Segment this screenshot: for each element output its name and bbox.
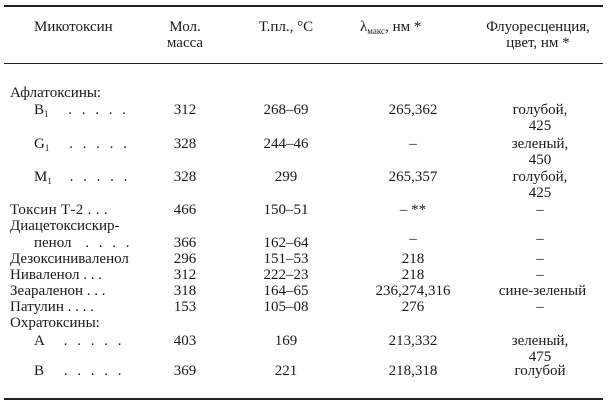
row-das-name2 bbox=[34, 236, 133, 251]
row-niv-fluor: – bbox=[536, 267, 544, 283]
das-dots: . . . . bbox=[85, 235, 133, 251]
row-g1-name bbox=[34, 137, 130, 152]
row-a-lambda: 213,332 bbox=[388, 333, 438, 349]
row-a-name bbox=[34, 334, 125, 349]
top-rule bbox=[4, 5, 603, 7]
row-g1-lambda: – bbox=[409, 136, 417, 152]
row-b1-name bbox=[34, 103, 129, 118]
row-m1-name bbox=[34, 170, 130, 185]
b1-sub: 1 bbox=[44, 109, 49, 119]
row-b1-mp: 268–69 bbox=[263, 102, 309, 118]
header-lambda-symbol: λ bbox=[360, 19, 368, 35]
row-das-name1: Диацетоксискир- bbox=[10, 218, 120, 234]
row-t2-mp: 150–51 bbox=[263, 202, 309, 218]
row-b1-lambda: 265,362 bbox=[388, 102, 438, 118]
row-g1-mass: 328 bbox=[173, 136, 197, 152]
header-fluor-line1: Флуоресценция, bbox=[486, 19, 590, 35]
g1-dots: . . . . . bbox=[69, 136, 130, 152]
row-pat-fluor: – bbox=[536, 299, 544, 315]
a-dots: . . . . . bbox=[63, 333, 125, 349]
row-b1-mass: 312 bbox=[173, 102, 197, 118]
b1-letter: B bbox=[34, 102, 45, 118]
row-pat-mp: 105–08 bbox=[263, 299, 309, 315]
group-ochratoxins: Охратоксины: bbox=[10, 315, 100, 331]
header-lambda-unit: , нм * bbox=[385, 19, 422, 35]
header-melting-point: Т.пл., °С bbox=[258, 19, 314, 35]
row-m1-mp: 299 bbox=[274, 169, 298, 185]
row-b1-fluor1: голубой, bbox=[512, 102, 568, 118]
m1-dots: . . . . . bbox=[69, 169, 131, 185]
g1-sub: 1 bbox=[44, 143, 50, 153]
row-a-fluor1: зеленый, bbox=[511, 333, 569, 349]
row-niv-lambda: 218 bbox=[401, 267, 425, 283]
row-das-lambda: – bbox=[409, 231, 417, 247]
row-b-fluor: голубой bbox=[514, 363, 566, 379]
row-zea-fluor: сине-зеленый bbox=[498, 283, 587, 299]
row-das-mp: 162–64 bbox=[263, 235, 309, 251]
g1-letter: G bbox=[34, 136, 45, 152]
row-niv-mass: 312 bbox=[173, 267, 197, 283]
row-pat-name: Патулин . . . . bbox=[10, 299, 94, 315]
row-don-name: Дезоксиниваленол bbox=[10, 251, 129, 267]
das-name2-text: пенол bbox=[34, 235, 72, 251]
row-b-lambda: 218,318 bbox=[388, 363, 438, 379]
row-zea-name: Зеараленон . . . bbox=[10, 283, 106, 299]
row-b-mp: 221 bbox=[274, 363, 298, 379]
header-fluor-line2: цвет, нм * bbox=[506, 35, 570, 51]
row-g1-fluor1: зеленый, bbox=[511, 136, 569, 152]
row-pat-lambda: 276 bbox=[401, 299, 425, 315]
row-zea-mass: 318 bbox=[173, 283, 197, 299]
row-g1-fluor2: 450 bbox=[528, 152, 552, 168]
row-niv-name: Ниваленол . . . bbox=[10, 267, 102, 283]
row-m1-fluor1: голубой, bbox=[512, 169, 568, 185]
header-lambda-sub: макс bbox=[367, 26, 386, 36]
row-das-mass: 366 bbox=[173, 235, 197, 251]
header-mass-line2: масса bbox=[166, 35, 204, 51]
a-letter: A bbox=[34, 333, 45, 349]
row-zea-lambda: 236,274,316 bbox=[375, 283, 451, 299]
row-don-mp: 151–53 bbox=[263, 251, 309, 267]
row-t2-fluor: – bbox=[536, 202, 544, 218]
row-don-mass: 296 bbox=[173, 251, 197, 267]
b1-dots: . . . . . bbox=[68, 102, 130, 118]
group-aflatoxins: Афлатоксины: bbox=[10, 85, 102, 101]
row-m1-lambda: 265,357 bbox=[388, 169, 438, 185]
m1-letter: M bbox=[34, 169, 48, 185]
row-a-mp: 169 bbox=[274, 333, 298, 349]
row-t2-name: Токсин Т-2 . . . bbox=[10, 202, 108, 218]
row-a-mass: 403 bbox=[173, 333, 197, 349]
bottom-rule bbox=[4, 398, 603, 400]
row-zea-mp: 164–65 bbox=[263, 283, 309, 299]
row-g1-mp: 244–46 bbox=[263, 136, 309, 152]
row-t2-lambda: – ** bbox=[399, 202, 427, 218]
row-don-fluor: – bbox=[536, 251, 544, 267]
row-t2-mass: 466 bbox=[173, 202, 197, 218]
b-letter: B bbox=[34, 363, 45, 379]
header-lambda bbox=[360, 20, 421, 35]
m1-sub: 1 bbox=[47, 176, 52, 186]
row-das-fluor: – bbox=[536, 231, 544, 247]
header-toxin: Микотоксин bbox=[34, 19, 113, 35]
row-a-fluor2: 475 bbox=[528, 349, 552, 365]
row-pat-mass: 153 bbox=[173, 299, 197, 315]
row-b-mass: 369 bbox=[173, 363, 197, 379]
b-dots: . . . . . bbox=[63, 363, 125, 379]
header-rule bbox=[4, 63, 603, 64]
row-b-name bbox=[34, 364, 125, 379]
row-m1-mass: 328 bbox=[173, 169, 197, 185]
row-niv-mp: 222–23 bbox=[263, 267, 309, 283]
row-m1-fluor2: 425 bbox=[528, 185, 552, 201]
header-mass-line1: Мол. bbox=[169, 19, 201, 35]
row-don-lambda: 218 bbox=[401, 251, 425, 267]
row-b1-fluor2: 425 bbox=[528, 118, 552, 134]
